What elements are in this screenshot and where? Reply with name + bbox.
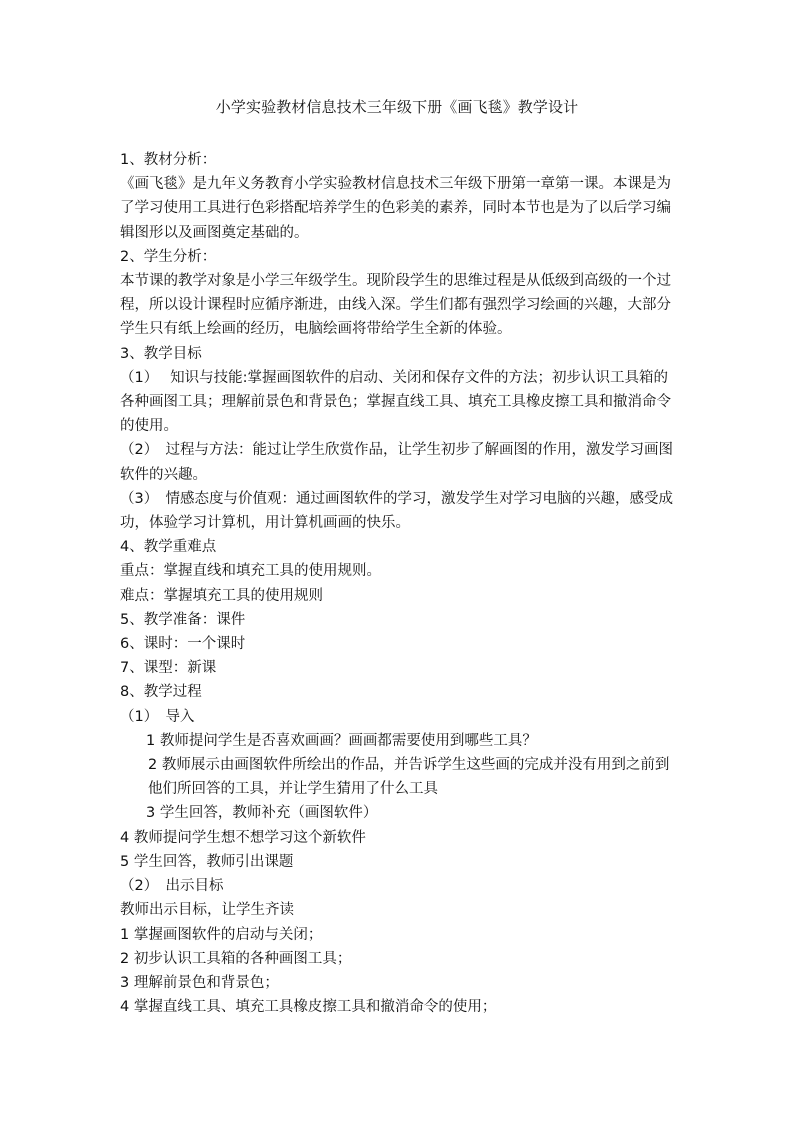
goal-emotion-values: （3） 情感态度与价值观：通过画图软件的学习，激发学生对学习电脑的兴趣，感受成功，体验学习计算机，用计算机画画的快乐。 xyxy=(120,490,673,532)
document-title: 小学实验教材信息技术三年级下册《画飞毯》教学设计 xyxy=(215,98,579,116)
section-heading-teaching-process: 8、教学过程 xyxy=(120,684,202,701)
difficult-point: 难点：掌握填充工具的使用规则 xyxy=(120,587,323,604)
process-step-introduction: （1） 导入 xyxy=(120,708,195,725)
goal-list-item: 4 掌握直线工具、填充工具橡皮擦工具和撤消命令的使用； xyxy=(120,999,497,1016)
goal-list-item: 2 初步认识工具箱的各种画图工具； xyxy=(120,950,352,967)
process-step-show-goals: （2） 出示目标 xyxy=(120,878,224,895)
paragraph-material-analysis: 《画飞毯》是九年义务教育小学实验教材信息技术三年级下册第一章第一课。本课是为了学习使用工具进行色彩搭配培养学生的色彩美的素养，同时本节也是为了以后学习编辑图形以及画图奠定基础的。 xyxy=(120,176,671,241)
goal-knowledge-skills: （1） 知识与技能:掌握画图软件的启动、关闭和保存文件的方法；初步认识工具箱的各种画图工具；理解前景色和背景色；掌握直线工具、填充工具橡皮擦工具和撤消命令的使用。 xyxy=(120,369,671,435)
process-item: 4 教师提问学生想不想学习这个新软件 xyxy=(120,829,366,846)
document-body xyxy=(120,148,676,1019)
process-item: 3 学生回答，教师补充（画图软件） xyxy=(146,805,378,822)
goal-list-item: 3 理解前景色和背景色； xyxy=(120,974,279,991)
key-point: 重点：掌握直线和填充工具的使用规则。 xyxy=(120,563,381,580)
section-heading-preparation: 5、教学准备：课件 xyxy=(120,611,246,628)
process-item: 2 教师展示由画图软件所绘出的作品，并告诉学生这些画的完成并没有用到之前到他们所回答的工具，并让学生猜用了什么工具 xyxy=(148,757,670,798)
process-item: 教师出示目标，让学生齐读 xyxy=(120,902,294,919)
process-item: 1 教师提问学生是否喜欢画画？画画都需要使用到哪些工具？ xyxy=(146,732,537,749)
process-item: 5 学生回答，教师引出课题 xyxy=(120,853,294,870)
section-heading-key-points: 4、教学重难点 xyxy=(120,539,217,556)
goal-list-item: 1 掌握画图软件的启动与关闭； xyxy=(120,926,323,943)
section-heading-lesson-type: 7、课型：新课 xyxy=(120,660,217,677)
section-heading-teaching-goals: 3、教学目标 xyxy=(120,345,202,362)
goal-process-methods: （2） 过程与方法：能过让学生欣赏作品，让学生初步了解画图的作用，激发学习画图软件的兴趣。 xyxy=(120,442,673,483)
section-heading-material-analysis: 1、教材分析： xyxy=(120,152,217,168)
section-heading-class-hours: 6、课时：一个课时 xyxy=(120,636,246,653)
paragraph-student-analysis: 本节课的教学对象是小学三年级学生。现阶段学生的思维过程是从低级到高级的一个过程，所以设计课程时应循序渐进，由线入深。学生们都有强烈学习绘画的兴趣，大部分学生只有纸上绘画的经历，电脑绘画将带给学生全新的体验。 xyxy=(120,273,671,338)
section-heading-student-analysis: 2、学生分析： xyxy=(120,248,217,265)
